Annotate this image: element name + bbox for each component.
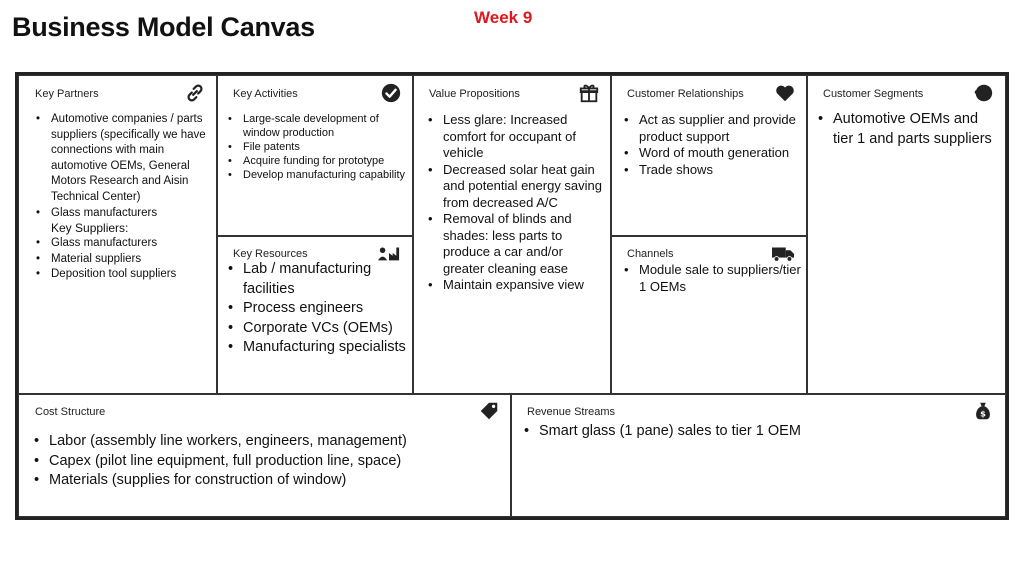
list-item: • Act as supplier and provide product support (621, 112, 803, 145)
channels-list (621, 262, 803, 295)
list-item: • File patents (225, 140, 407, 154)
svg-text:$: $ (980, 408, 986, 419)
person-icon (971, 82, 995, 104)
list-item: • Materials (supplies for construction of window) (31, 471, 501, 491)
list-item: • Less glare: Increased comfort for occupant of vehicle (425, 112, 607, 162)
list-item: • Module sale to suppliers/tier 1 OEMs (621, 262, 803, 295)
list-item: • Capex (pilot line equipment, full production line, space) (31, 452, 501, 472)
list-item: • Deposition tool suppliers (33, 267, 213, 283)
key-partners-section (18, 75, 218, 395)
list-item: • Automotive OEMs and tier 1 and parts suppliers (815, 110, 1001, 149)
list-item: • Process engineers (225, 299, 410, 319)
key-activities-heading: Key Activities (233, 88, 298, 100)
customer-segments-section (806, 75, 1006, 395)
list-item: • Word of mouth generation (621, 145, 803, 162)
customer-segments-list (815, 110, 1001, 149)
list-item: • Develop manufacturing capability (225, 168, 407, 182)
list-item: • Removal of blinds and shades: less parts to produce a car and/or greater cleaning ease (425, 211, 607, 277)
list-item: • Lab / manufacturing facilities (225, 260, 410, 299)
money-bag-icon (971, 400, 995, 422)
channels-section (610, 235, 808, 395)
cost-structure-list (31, 432, 501, 491)
key-resources-heading: Key Resources (233, 248, 308, 260)
list-item: • Smart glass (1 pane) sales to tier 1 OEM (521, 422, 991, 442)
list-item: • Manufacturing specialists (225, 338, 410, 358)
customer-relationships-section (610, 75, 808, 237)
list-item: • Glass manufacturers (33, 236, 213, 252)
key-activities-list (225, 112, 407, 182)
revenue-streams-heading: Revenue Streams (527, 406, 616, 418)
cost-structure-heading: Cost Structure (35, 406, 106, 418)
customer-relationships-list (621, 112, 803, 178)
link-icon (183, 82, 207, 104)
week-label: Week 9 (474, 8, 533, 27)
heart-icon (773, 82, 797, 104)
value-propositions-section (412, 75, 612, 395)
list-item: • Material suppliers (33, 252, 213, 268)
list-item: • Automotive companies / parts suppliers (specifically we have connections with main automotive OEMs, General Motors Research and Aisin Technical Center) (33, 112, 213, 206)
key-activities-section (216, 75, 414, 237)
customer-relationships-heading: Customer Relationships (627, 88, 744, 100)
list-item: • Maintain expansive view (425, 277, 607, 294)
revenue-streams-section (510, 393, 1006, 517)
value-propositions-heading: Value Propositions (429, 88, 520, 100)
key-suppliers-subheading: Key Suppliers: (51, 221, 129, 236)
revenue-streams-list (521, 422, 991, 442)
customer-segments-heading: Customer Segments (823, 88, 924, 100)
key-resources-section (216, 235, 414, 395)
list-item: • Decreased solar heat gain and potential energy saving from decreased A/C (425, 162, 607, 212)
list-item: • Glass manufacturers (33, 206, 213, 222)
value-propositions-list (425, 112, 607, 294)
check-icon (379, 82, 403, 104)
channels-heading: Channels (627, 248, 674, 260)
gift-icon (577, 82, 601, 104)
business-model-canvas (15, 72, 1009, 520)
truck-icon (769, 242, 797, 264)
list-item: • Corporate VCs (OEMs) (225, 319, 410, 339)
key-partners-heading: Key Partners (35, 88, 99, 100)
list-item: • Acquire funding for prototype (225, 154, 407, 168)
key-partners-list (33, 112, 213, 283)
cost-structure-section (18, 393, 512, 517)
key-resources-list (225, 260, 410, 358)
list-item: • Trade shows (621, 162, 803, 179)
list-item: • Large-scale development of window production (225, 112, 407, 140)
tag-icon (477, 400, 501, 422)
list-item: • Labor (assembly line workers, engineers, management) (31, 432, 501, 452)
page-title: Business Model Canvas (12, 12, 315, 42)
